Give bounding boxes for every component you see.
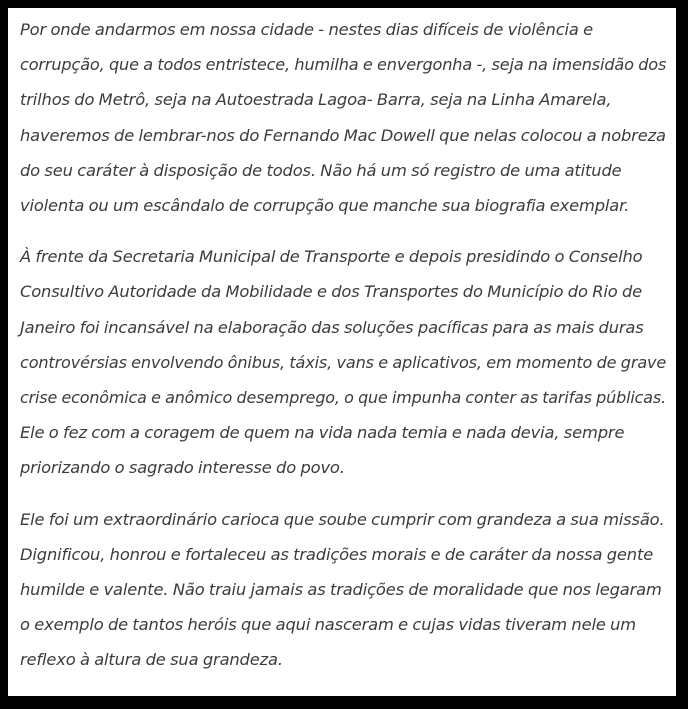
paragraph-line: À frente da Secretaria Municipal de Transporte e depois presidindo o Conselho xyxy=(20,247,643,267)
paragraph-line: controvérsias envolvendo ônibus, táxis, vans e aplicativos, em momento de grave xyxy=(20,352,667,372)
paragraph-line: violenta ou um escândalo de corrupção que manche sua biografia exemplar. xyxy=(20,196,630,216)
paragraph-line: Consultivo Autoridade da Mobilidade e dos Transportes do Município do Rio de xyxy=(20,282,643,302)
paragraph-line: Janeiro foi incansável na elaboração das soluções pacíficas para as mais duras xyxy=(20,317,644,337)
paragraph-line: priorizando o sagrado interesse do povo. xyxy=(20,458,345,478)
paragraph-2 xyxy=(20,239,666,485)
paragraph-line: Ele o fez com a coragem de quem na vida nada temia e nada devia, sempre xyxy=(20,423,625,443)
paragraph-line: humilde e valente. Não traiu jamais as tradições de moralidade que nos legaram xyxy=(20,580,662,600)
article-text-block xyxy=(8,8,676,696)
paragraph-3 xyxy=(20,502,666,678)
paragraph-line: crise econômica e anômico desemprego, o que impunha conter as tarifas públicas. xyxy=(20,388,666,408)
paragraph-line: corrupção, que a todos entristece, humilha e envergonha -, seja na imensidão dos xyxy=(20,55,667,75)
paragraph-line: o exemplo de tantos heróis que aqui nasceram e cujas vidas tiveram nele um xyxy=(20,615,637,635)
paragraph-line: Por onde andarmos em nossa cidade - nestes dias difíceis de violência e xyxy=(20,20,593,39)
paragraph-line: haveremos de lembrar-nos do Fernando Mac Dowell que nelas colocou a nobreza xyxy=(20,125,666,145)
paragraph-line: reflexo à altura de sua grandeza. xyxy=(20,650,283,670)
paragraph-1 xyxy=(20,12,666,223)
paragraph-line: Dignificou, honrou e fortaleceu as tradições morais e de caráter da nossa gente xyxy=(20,544,654,564)
paragraph-line: Ele foi um extraordinário carioca que soube cumprir com grandeza a sua missão. xyxy=(20,509,665,529)
paragraph-line: trilhos do Metrô, seja na Autoestrada Lagoa- Barra, seja na Linha Amarela, xyxy=(20,90,612,110)
paragraph-line: do seu caráter à disposição de todos. Não há um só registro de uma atitude xyxy=(20,160,622,180)
